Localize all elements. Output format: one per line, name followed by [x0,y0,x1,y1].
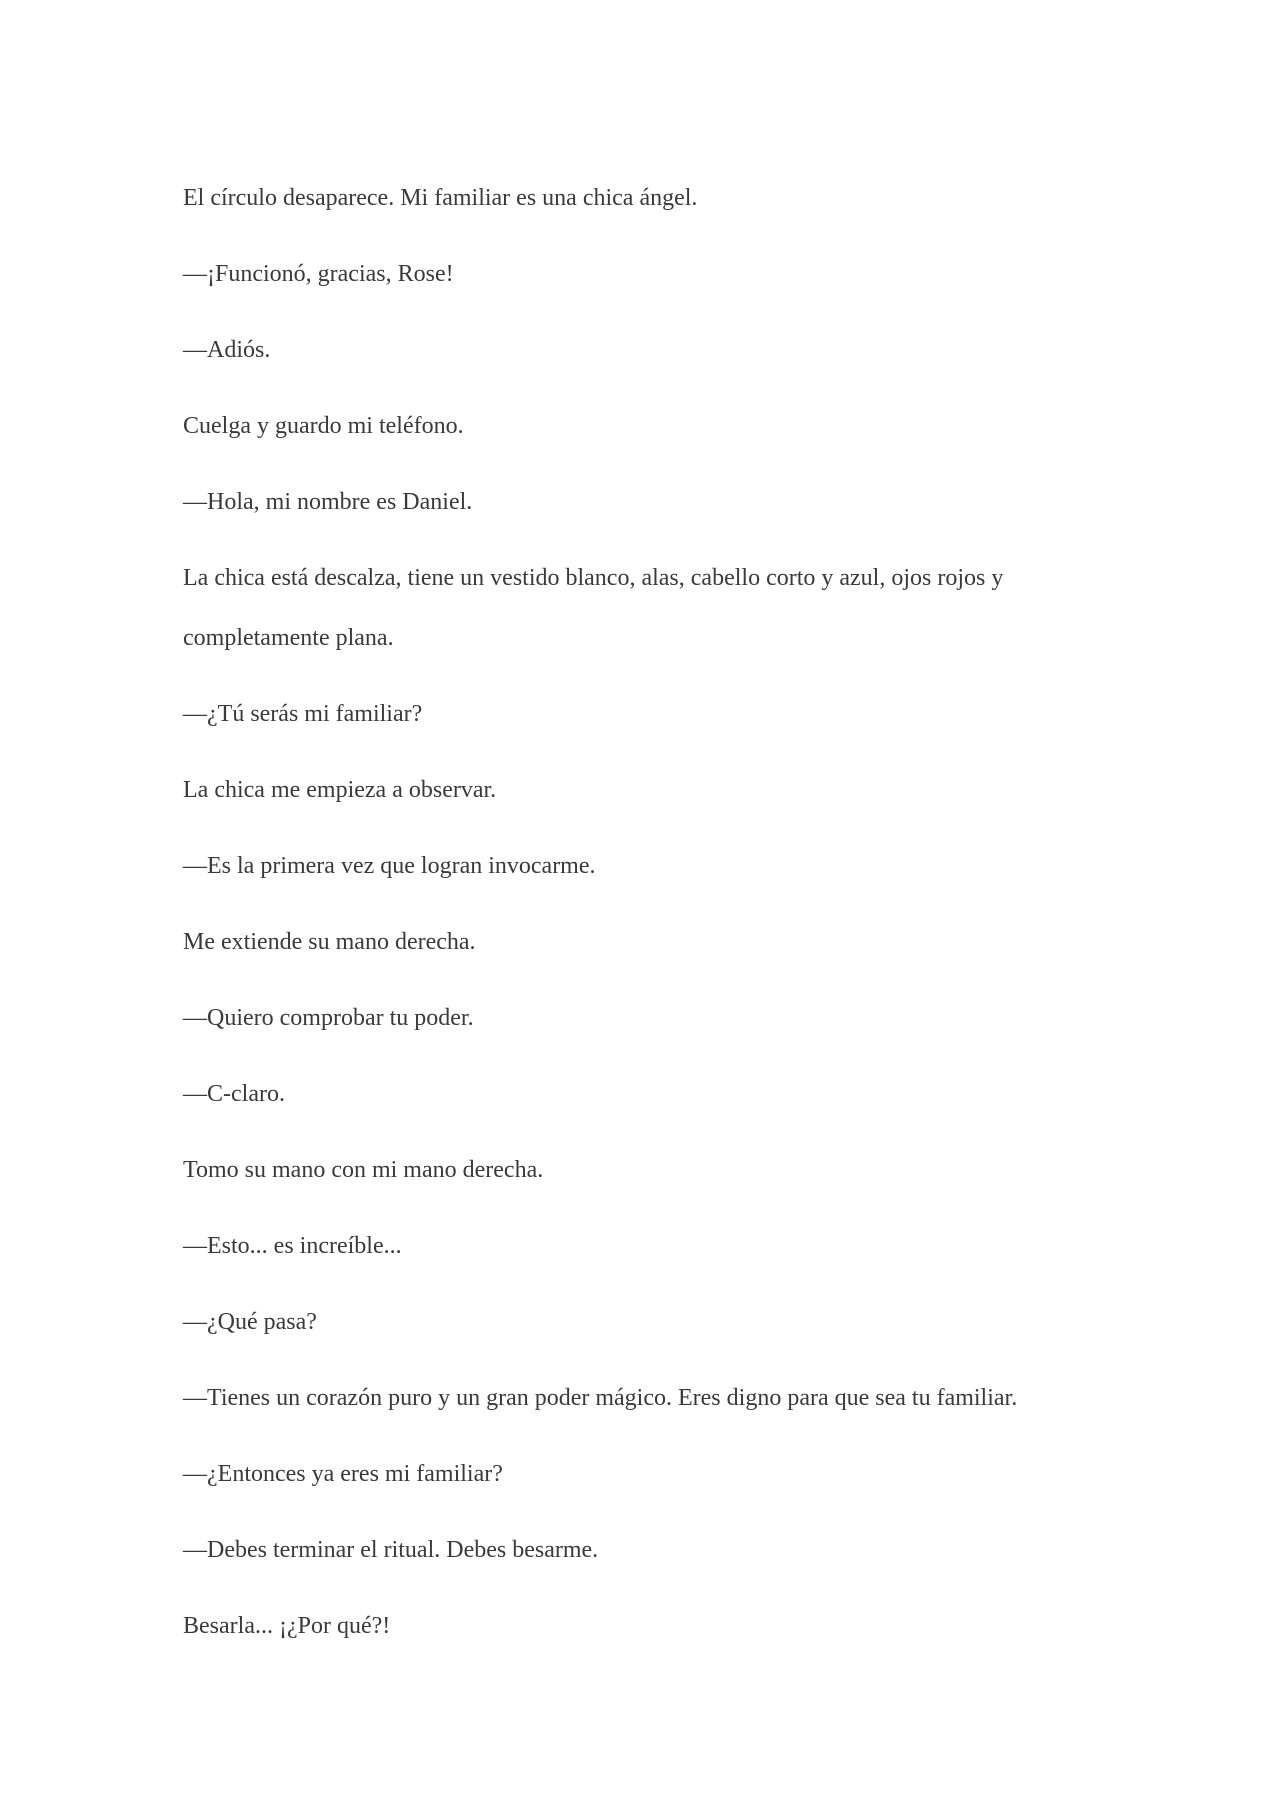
dialogue-line: —¿Qué pasa? [183,1309,317,1335]
dialogue-line: —Es la primera vez que logran invocarme. [183,853,596,879]
paragraph: La chica está descalza, tiene un vestido blanco, alas, cabello corto y azul, ojos rojos y completamente plana. [183,565,1004,651]
dialogue-line: —¿Entonces ya eres mi familiar? [183,1461,503,1487]
paragraph: Tomo su mano con mi mano derecha. [183,1157,544,1183]
dialogue-line: —Hola, mi nombre es Daniel. [183,489,473,515]
dialogue-line: —Adiós. [183,337,271,363]
paragraph: La chica me empieza a observar. [183,777,497,803]
paragraph: Me extiende su mano derecha. [183,929,476,955]
dialogue-line: —Quiero comprobar tu poder. [183,1005,474,1031]
dialogue-line: —C-claro. [183,1081,285,1107]
paragraph: El círculo desaparece. Mi familiar es una chica ángel. [183,185,698,211]
paragraph: Cuelga y guardo mi teléfono. [183,413,464,439]
dialogue-line: —Tienes un corazón puro y un gran poder mágico. Eres digno para que sea tu familiar. [183,1385,1018,1411]
dialogue-line: —Esto... es increíble... [183,1233,402,1259]
dialogue-line: —Debes terminar el ritual. Debes besarme. [183,1537,599,1563]
dialogue-line: —¡Funcionó, gracias, Rose! [183,261,454,287]
document-body [183,180,1113,1684]
paragraph: Besarla... ¡¿Por qué?! [183,1613,391,1639]
dialogue-line: —¿Tú serás mi familiar? [183,701,423,727]
